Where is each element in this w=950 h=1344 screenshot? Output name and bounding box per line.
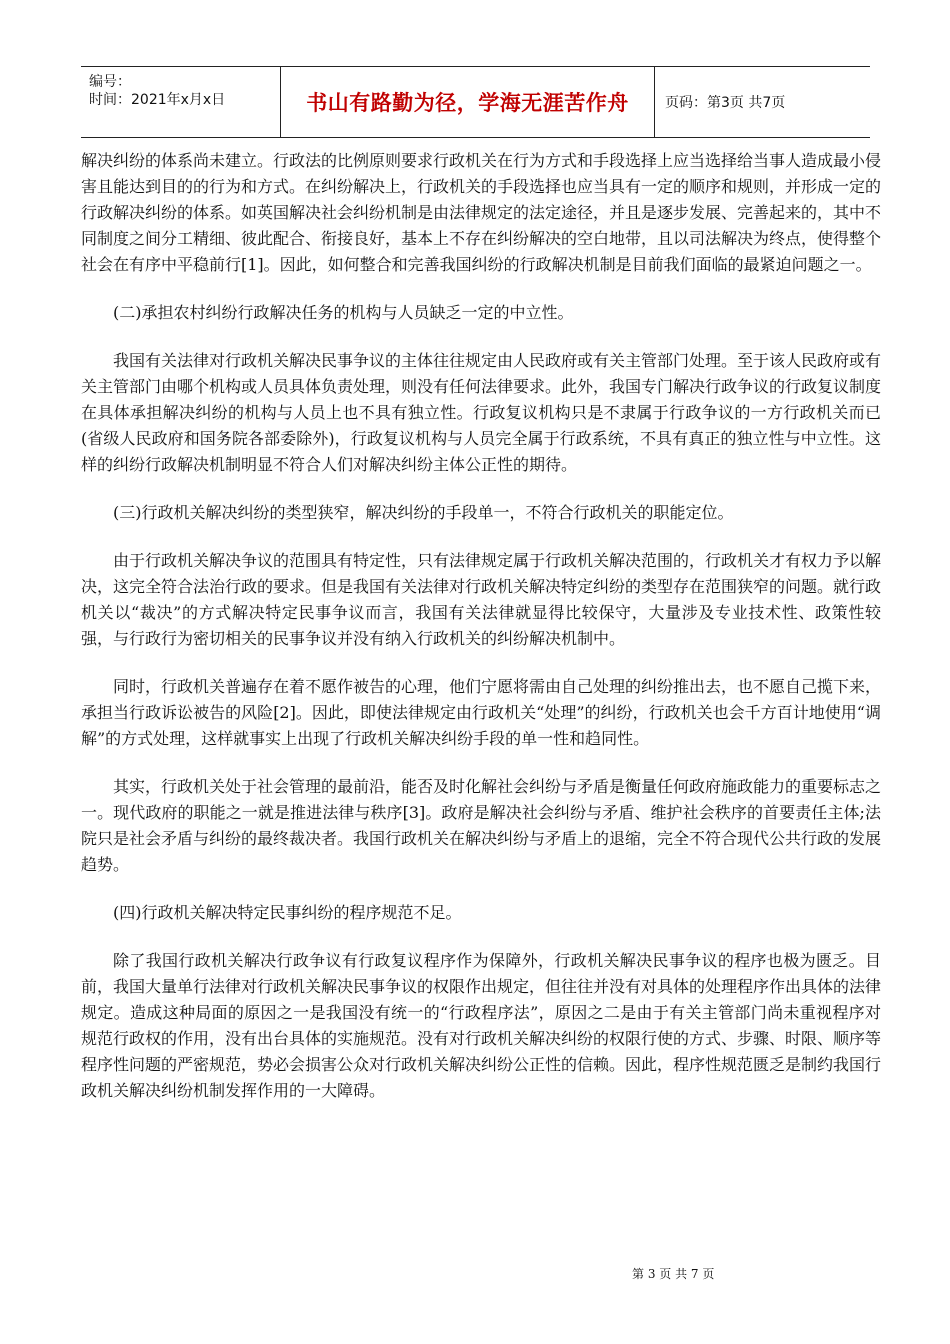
header-motto: 书山有路勤为径，学海无涯苦作舟 xyxy=(281,67,655,137)
document-date-label: 时间：2021年x月x日 xyxy=(89,92,226,108)
paragraph: 解决纠纷的体系尚未建立。行政法的比例原则要求行政机关在行为方式和手段选择上应当选择给当事人造成最小侵害且能达到目的的行为和方式。在纠纷解决上，行政机关的手段选择也应当具有一定的顺序和规则，并形成一定的行政解决纠纷的体系。如英国解决社会纠纷机制是由法律规定的法定途径，并且是逐步发展、完善起来的，其中不同制度之间分工精细、彼此配合、衔接良好，基本上不存在纠纷解决的空白地带，且以司法解决为终点，使得整个社会在有序中平稳前行[1]。因此，如何整合和完善我国纠纷的行政解决机制是目前我们面临的最紧迫问题之一。 xyxy=(81,151,882,274)
header-page-info: 页码：第3页 共7页 xyxy=(665,95,786,111)
header-meta xyxy=(81,67,281,137)
paragraph: 由于行政机关解决争议的范围具有特定性，只有法律规定属于行政机关解决范围的，行政机关才有权力予以解决，这完全符合法治行政的要求。但是我国有关法律对行政机关解决特定纠纷的类型存在范围狭窄的问题。就行政机关以“裁决”的方式解决特定民事争议而言，我国有关法律就显得比较保守，大量涉及专业技术性、政策性较强，与行政行为密切相关的民事争议并没有纳入行政机关的纠纷解决机制中。 xyxy=(81,551,882,648)
section-heading: (三)行政机关解决纠纷的类型狭窄，解决纠纷的手段单一，不符合行政机关的职能定位。 xyxy=(113,503,734,522)
section-heading: (二)承担农村纠纷行政解决任务的机构与人员缺乏一定的中立性。 xyxy=(113,303,574,322)
paragraph: 同时，行政机关普遍存在着不愿作被告的心理，他们宁愿将需由自己处理的纠纷推出去，也不愿自己揽下来，承担当行政诉讼被告的风险[2]。因此，即使法律规定由行政机关“处理”的纠纷，行政机关也会千方百计地使用“调解”的方式处理，这样就事实上出现了行政机关解决纠纷手段的单一性和趋同性。 xyxy=(81,677,882,748)
document-body xyxy=(81,148,881,1126)
page-header xyxy=(81,66,870,138)
document-number-label: 编号： xyxy=(89,74,131,90)
page-footer: 第 3 页 共 7 页 xyxy=(632,1267,715,1281)
paragraph: 除了我国行政机关解决行政争议有行政复议程序作为保障外，行政机关解决民事争议的程序也极为匮乏。目前，我国大量单行法律对行政机关解决民事争议的权限作出规定，但往往并没有对具体的处理程序作出具体的法律规定。造成这种局面的原因之一是我国没有统一的“行政程序法”，原因之二是由于有关主管部门尚未重视程序对规范行政权的作用，没有出台具体的实施规范。没有对行政机关解决纠纷的权限行使的方式、步骤、时限、顺序等程序性问题的严密规范，势必会损害公众对行政机关解决纠纷公正性的信赖。因此，程序性规范匮乏是制约我国行政机关解决纠纷机制发挥作用的一大障碍。 xyxy=(81,951,882,1100)
paragraph: 其实，行政机关处于社会管理的最前沿，能否及时化解社会纠纷与矛盾是衡量任何政府施政能力的重要标志之一。现代政府的职能之一就是推进法律与秩序[3]。政府是解决社会纠纷与矛盾、维护社会秩序的首要责任主体;法院只是社会矛盾与纠纷的最终裁决者。我国行政机关在解决纠纷与矛盾上的退缩，完全不符合现代公共行政的发展趋势。 xyxy=(81,777,882,874)
section-heading: (四)行政机关解决特定民事纠纷的程序规范不足。 xyxy=(113,903,462,922)
paragraph: 我国有关法律对行政机关解决民事争议的主体往往规定由人民政府或有关主管部门处理。至于该人民政府或有关主管部门由哪个机构或人员具体负责处理，则没有任何法律要求。此外，我国专门解决行政争议的行政复议制度在具体承担解决纠纷的机构与人员上也不具有独立性。行政复议机构只是不隶属于行政争议的一方行政机关而已(省级人民政府和国务院各部委除外)，行政复议机构与人员完全属于行政系统，不具有真正的独立性与中立性。这样的纠纷行政解决机制明显不符合人们对解决纠纷主体公正性的期待。 xyxy=(81,351,882,474)
